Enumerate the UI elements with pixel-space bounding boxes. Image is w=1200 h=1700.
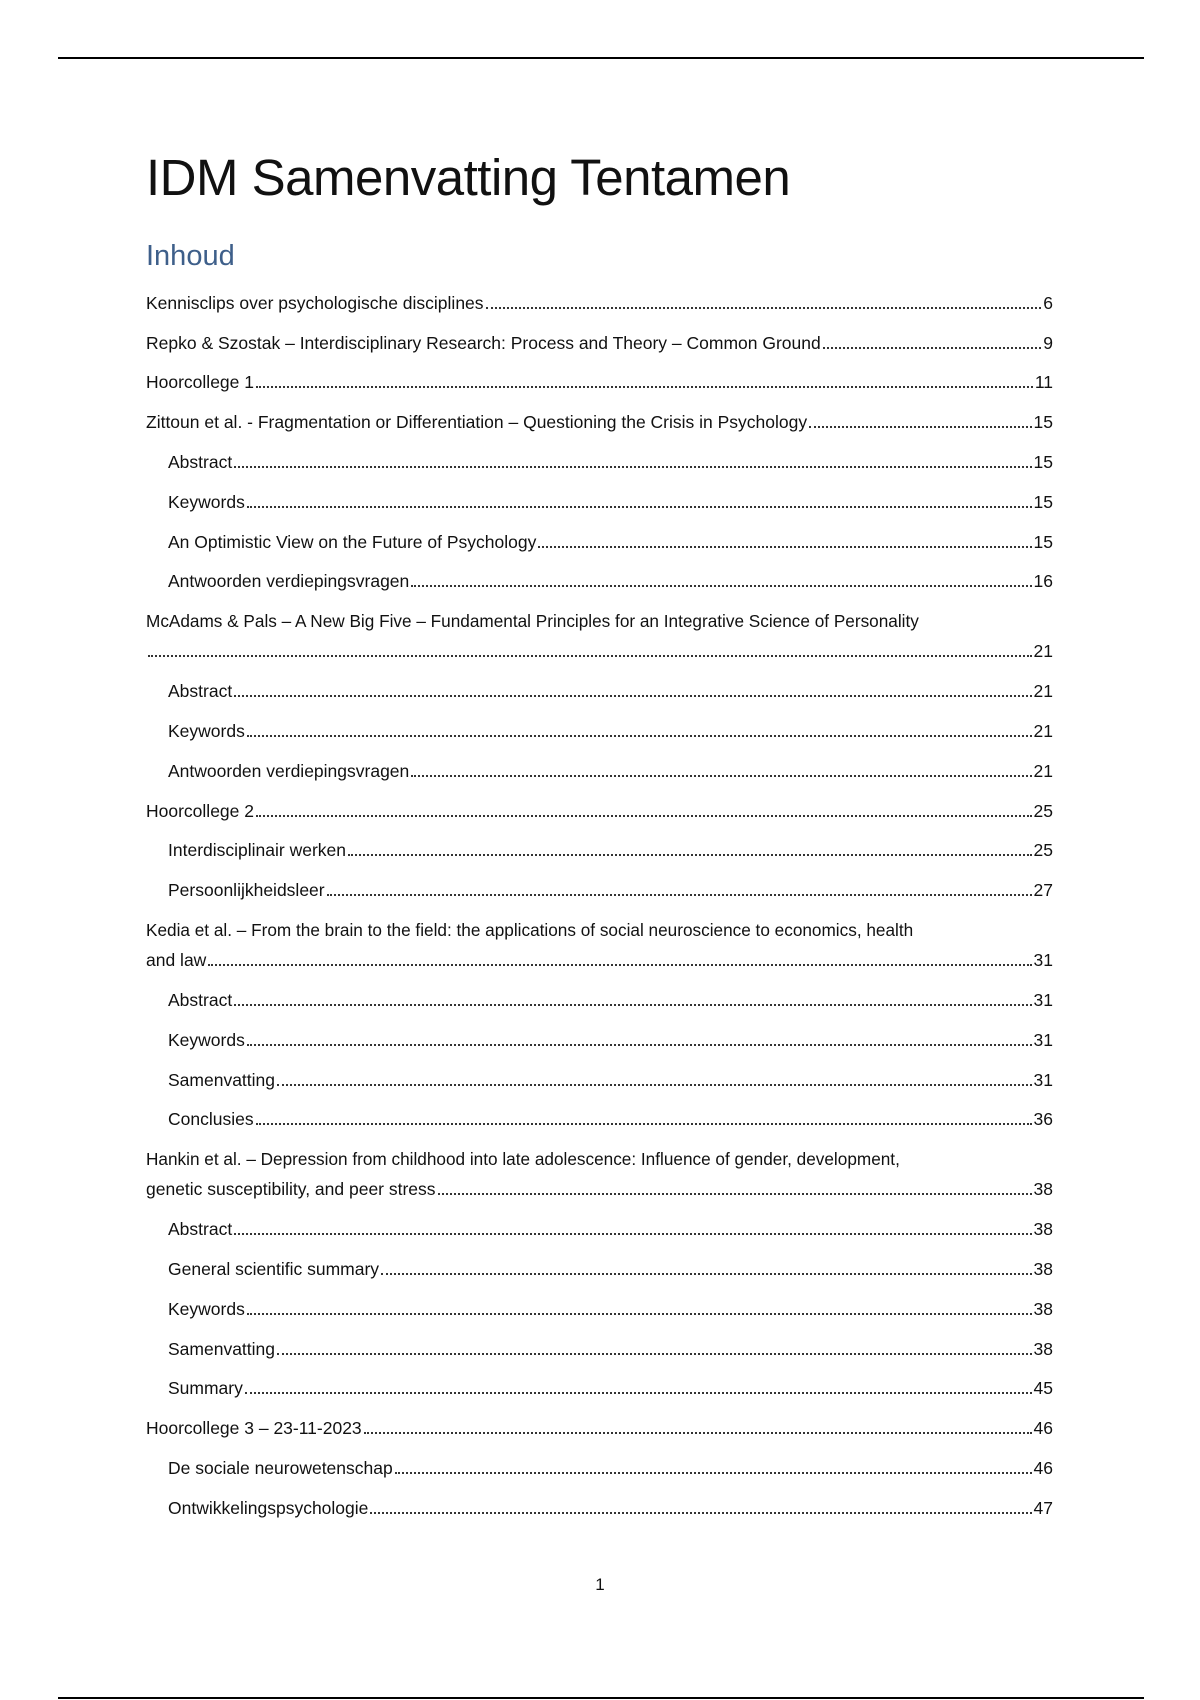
dot-leader [234,1004,1031,1006]
toc-entry-optimistic-view[interactable] [146,517,1053,557]
toc-entry-title-continued: genetic susceptibility, and peer stress [146,1179,436,1200]
toc-entry-title: Repko & Szostak – Interdisciplinary Research: Process and Theory – Common Ground [146,332,821,353]
toc-entry-title: Zittoun et al. - Fragmentation or Differentiation – Questioning the Crisis in Psychology [146,412,808,433]
toc-entry-hoorcollege-2[interactable] [146,786,1053,826]
dot-leader [234,466,1031,468]
dot-leader [247,735,1032,737]
toc-entry-page: 38 [1033,1338,1053,1359]
toc-entry-title: Abstract [168,451,233,472]
document-title: IDM Samenvatting Tentamen [146,149,791,206]
toc-entry-page: 25 [1033,800,1053,821]
toc-entry-page: 38 [1033,1179,1053,1200]
toc-entry-title: Summary [168,1378,243,1399]
toc-entry-title: Antwoorden verdiepingsvragen [168,760,410,781]
toc-entry-hoorcollege-3[interactable] [146,1403,1053,1443]
toc-entry-kennisclips[interactable] [146,278,1053,318]
toc-entry-hoorcollege-1[interactable] [146,358,1053,398]
toc-entry-page: 15 [1033,491,1053,512]
toc-entry-page: 47 [1033,1497,1053,1518]
toc-entry-page: 36 [1033,1109,1053,1130]
toc-entry-ontwikkelingspsychologie[interactable] [146,1483,1053,1523]
toc-entry-title: Hoorcollege 1 [146,372,254,393]
dot-leader [411,775,1031,777]
toc-entry-title: Samenvatting [168,1069,276,1090]
dot-leader [234,1233,1031,1235]
table-of-contents [146,278,1053,1523]
dot-leader [327,894,1032,896]
dot-leader [538,546,1031,548]
toc-entry-interdisciplinair-werken[interactable] [146,826,1053,866]
dot-leader [364,1432,1032,1434]
toc-heading: Inhoud [146,240,235,272]
toc-entry-title: Antwoorden verdiepingsvragen [168,571,410,592]
dot-leader [247,1044,1032,1046]
dot-leader [277,1084,1032,1086]
toc-entry-title: Keywords [168,1029,245,1050]
toc-entry-page: 9 [1043,332,1053,353]
dot-leader [256,815,1032,817]
toc-entry-title: Hoorcollege 2 [146,800,254,821]
toc-entry-page: 21 [1033,641,1053,662]
toc-entry-title: Samenvatting [168,1338,276,1359]
toc-entry-zittoun-keywords[interactable] [146,477,1053,517]
toc-entry-page: 15 [1033,531,1053,552]
dot-leader [208,964,1031,966]
toc-entry-title: De sociale neurowetenschap [168,1457,393,1478]
toc-entry-page: 46 [1033,1418,1053,1439]
dot-leader [148,655,1032,657]
toc-entry-hankin[interactable] [146,1134,1053,1204]
toc-entry-page: 21 [1033,720,1053,741]
dot-leader [256,386,1033,388]
toc-entry-page: 31 [1033,1069,1053,1090]
toc-entry-title: Keywords [168,491,245,512]
toc-entry-kedia-keywords[interactable] [146,1015,1053,1055]
toc-entry-sociale-neurowetenschap[interactable] [146,1443,1053,1483]
toc-entry-title: Conclusies [168,1109,254,1130]
toc-entry-persoonlijkheidsleer[interactable] [146,865,1053,905]
toc-entry-title: Kedia et al. – From the brain to the field: the applications of social neuroscience to economics, health [146,919,914,940]
toc-entry-page: 27 [1033,880,1053,901]
dot-leader [277,1353,1032,1355]
dot-leader [247,506,1032,508]
toc-entry-page: 16 [1033,571,1053,592]
toc-entry-page: 6 [1043,292,1053,313]
dot-leader [234,695,1031,697]
dot-leader [486,307,1042,309]
toc-entry-mcadams-antwoorden[interactable] [146,746,1053,786]
toc-entry-page: 45 [1033,1378,1053,1399]
dot-leader [370,1512,1031,1514]
toc-entry-page: 15 [1033,451,1053,472]
toc-entry-title: Ontwikkelingspsychologie [168,1497,369,1518]
toc-entry-hankin-summary[interactable] [146,1364,1053,1404]
dot-leader [411,585,1031,587]
top-rule [58,57,1144,59]
toc-entry-zittoun-abstract[interactable] [146,437,1053,477]
toc-entry-title: Abstract [168,681,233,702]
toc-entry-mcadams-abstract[interactable] [146,666,1053,706]
toc-entry-kedia[interactable] [146,905,1053,975]
toc-entry-title: General scientific summary [168,1258,380,1279]
toc-entry-title: Interdisciplinair werken [168,840,346,861]
dot-leader [395,1472,1032,1474]
toc-entry-page: 31 [1033,1029,1053,1050]
toc-entry-mcadams-pals[interactable] [146,596,1053,666]
toc-entry-page: 11 [1034,372,1053,393]
toc-entry-title: Abstract [168,989,233,1010]
toc-entry-page: 31 [1033,950,1053,971]
toc-entry-hankin-samenvatting[interactable] [146,1324,1053,1364]
toc-entry-kedia-abstract[interactable] [146,975,1053,1015]
toc-entry-page: 46 [1033,1457,1053,1478]
toc-entry-title: Keywords [168,1298,245,1319]
dot-leader [247,1313,1032,1315]
toc-entry-page: 21 [1033,681,1053,702]
dot-leader [256,1123,1032,1125]
toc-entry-page: 31 [1033,989,1053,1010]
toc-entry-title: Kennisclips over psychologische disciplines [146,292,484,313]
dot-leader [348,854,1032,856]
toc-entry-title: Abstract [168,1219,233,1240]
toc-entry-title-continued: and law [146,950,207,971]
toc-entry-title: An Optimistic View on the Future of Psychology [168,531,537,552]
toc-entry-mcadams-keywords[interactable] [146,706,1053,746]
toc-entry-repko-szostak[interactable] [146,318,1053,358]
toc-entry-title: Hankin et al. – Depression from childhood into late adolescence: Influence of gender, development, [146,1149,900,1170]
toc-entry-zittoun-antwoorden[interactable] [146,557,1053,597]
dot-leader [381,1273,1031,1275]
toc-entry-page: 15 [1033,412,1053,433]
toc-entry-hankin-abstract[interactable] [146,1204,1053,1244]
dot-leader [245,1392,1032,1394]
page-number: 1 [595,1575,605,1594]
toc-entry-title: Keywords [168,720,245,741]
toc-entry-general-scientific-summary[interactable] [146,1244,1053,1284]
dot-leader [823,347,1042,349]
dot-leader [809,426,1031,428]
dot-leader [438,1193,1032,1195]
toc-entry-page: 21 [1033,760,1053,781]
toc-entry-title: Persoonlijkheidsleer [168,880,325,901]
toc-entry-zittoun[interactable] [146,397,1053,437]
toc-entry-page: 25 [1033,840,1053,861]
toc-entry-title: McAdams & Pals – A New Big Five – Fundamental Principles for an Integrative Science of Personality [146,611,919,632]
toc-entry-page: 38 [1033,1258,1053,1279]
toc-entry-kedia-samenvatting[interactable] [146,1055,1053,1095]
toc-entry-kedia-conclusies[interactable] [146,1095,1053,1135]
toc-entry-page: 38 [1033,1219,1053,1240]
toc-entry-title: Hoorcollege 3 – 23-11-2023 [146,1418,362,1439]
toc-entry-page: 38 [1033,1298,1053,1319]
bottom-rule [58,1697,1144,1699]
toc-entry-hankin-keywords[interactable] [146,1284,1053,1324]
